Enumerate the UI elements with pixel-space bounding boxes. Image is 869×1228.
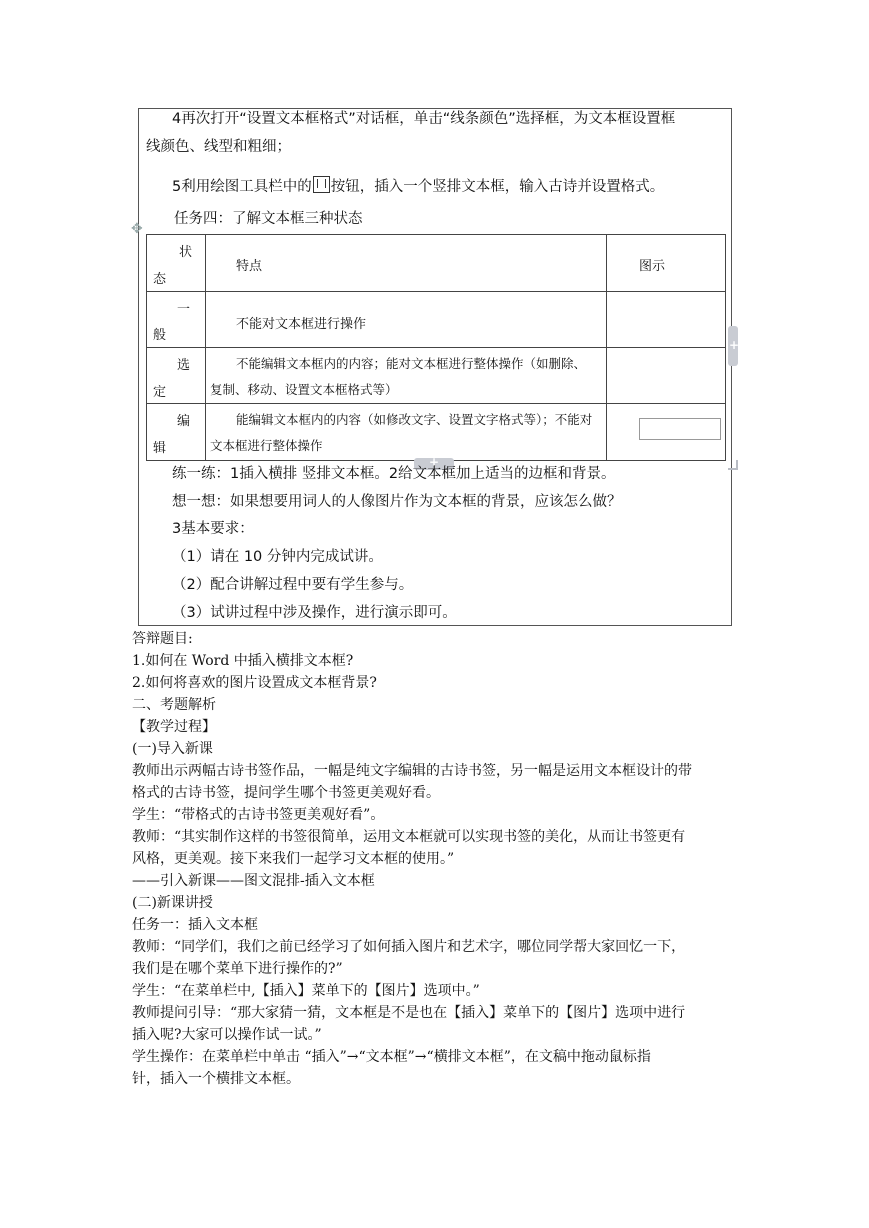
table-header-row [147,235,726,292]
defense-title: 答辩题目: [132,631,193,647]
table-row [147,348,726,404]
row3-state-a: 编 [177,414,191,429]
practice-line: 练一练：1插入横排 竖排文本框。2给文本框加上适当的边框和背景。 [172,466,616,482]
table-row [147,404,726,461]
step4-line2: 线颜色、线型和粗细； [146,139,291,155]
table-resize-handle-right[interactable] [728,326,738,366]
row2-feature-line1: 不能编辑文本框内的内容；能对文本框进行整体操作（如删除、 [236,356,587,371]
row2-figure-cell [607,348,726,404]
question-1: 1.如何在 Word 中插入横排文本框? [132,653,354,669]
step4-line1: 4再次打开“设置文本框格式”对话框，单击“线条颜色”选择框，为文本框设置框 [172,111,676,127]
row2-feature-line2: 复制、移动、设置文本框格式等） [210,382,398,397]
paragraph-line: 教师出示两幅古诗书签作品，一幅是纯文字编辑的古诗书签，另一幅是运用文本框设计的带 [132,763,692,779]
section-heading: 二、考题解析 [132,697,216,713]
textbox-tool-icon [313,176,330,193]
paragraph-line: 学生：“带格式的古诗书签更美观好看”。 [132,807,385,823]
table-corner-resize-icon[interactable] [728,460,738,470]
req3-line: （3）试讲过程中涉及操作，进行演示即可。 [172,605,457,621]
table-row [147,292,726,348]
header-state-b: 态 [153,272,167,287]
step5-before: 5利用绘图工具栏中的 [172,179,312,195]
paragraph-line: 教师提问引导：“那大家猜一猜，文本框是不是也在【插入】菜单下的【图片】选项中进行 [132,1005,686,1021]
paragraph-line: 学生操作：在菜单栏中单击 “插入”→“文本框”→“横排文本框”，在文稿中拖动鼠标指 [132,1049,651,1065]
header-feature: 特点 [236,259,263,274]
row1-state-a: 一 [177,302,191,317]
task-one-heading: 任务一：插入文本框 [132,917,258,933]
header-state-a: 状 [179,245,193,260]
row1-state-b: 般 [153,328,167,343]
row3-state-b: 辑 [153,441,167,456]
paragraph-line: 教师：“同学们，我们之前已经学习了如何插入图片和艺术字，哪位同学帮大家回忆一下， [132,939,686,955]
row3-feature-line2: 文本框进行整体操作 [210,438,323,453]
step5-after: 按钮，插入一个竖排文本框，输入古诗并设置格式。 [330,179,665,195]
paragraph-line: 针，插入一个横排文本框。 [132,1071,300,1087]
paragraph-line: 我们是在哪个菜单下进行操作的?” [132,961,343,977]
textbox-states-table [146,234,726,461]
req1-line: （1）请在 10 分钟内完成试讲。 [172,549,383,565]
row2-state-b: 定 [153,385,167,400]
paragraph-line: 教师：“其实制作这样的书签很简单，运用文本框就可以实现书签的美化，从而让书签更有 [132,829,686,845]
row2-state-a: 选 [177,358,191,373]
editing-textbox-figure [639,418,721,440]
row1-figure-cell [607,292,726,348]
row3-feature-line1: 能编辑文本框内的内容（如修改文字、设置文字格式等）；不能对 [236,412,593,427]
req2-line: （2）配合讲解过程中要有学生参与。 [172,577,414,593]
table-move-handle-icon[interactable]: ✥ [131,221,143,237]
plus-icon: + [729,338,740,352]
subsection-new-lesson: (二)新课讲授 [132,895,213,911]
paragraph-line: ——引入新课——图文混排-插入文本框 [132,873,375,889]
paragraph-line: 格式的古诗书签，提问学生哪个书签更美观好看。 [132,785,440,801]
header-figure: 图示 [639,259,666,274]
row1-feature: 不能对文本框进行操作 [236,317,367,332]
basic-req-title: 3基本要求： [172,521,254,537]
paragraph-line: 风格，更美观。接下来我们一起学习文本框的使用。” [132,851,455,867]
subsection-intro: (一)导入新课 [132,741,213,757]
think-line: 想一想：如果想要用词人的人像图片作为文本框的背景，应该怎么做？ [172,494,622,510]
step5-line [172,176,664,196]
plus-icon: + [429,455,440,469]
paragraph-line: 插入呢?大家可以操作试一试。” [132,1027,322,1043]
row3-figure-cell [607,404,726,461]
question-2: 2.如何将喜欢的图片设置成文本框背景? [132,675,377,691]
teaching-process-heading: 【教学过程】 [132,719,216,735]
paragraph-line: 学生：“在菜单栏中,【插入】菜单下的【图片】选项中。” [132,983,480,999]
task4-title: 任务四：了解文本框三种状态 [174,211,363,227]
